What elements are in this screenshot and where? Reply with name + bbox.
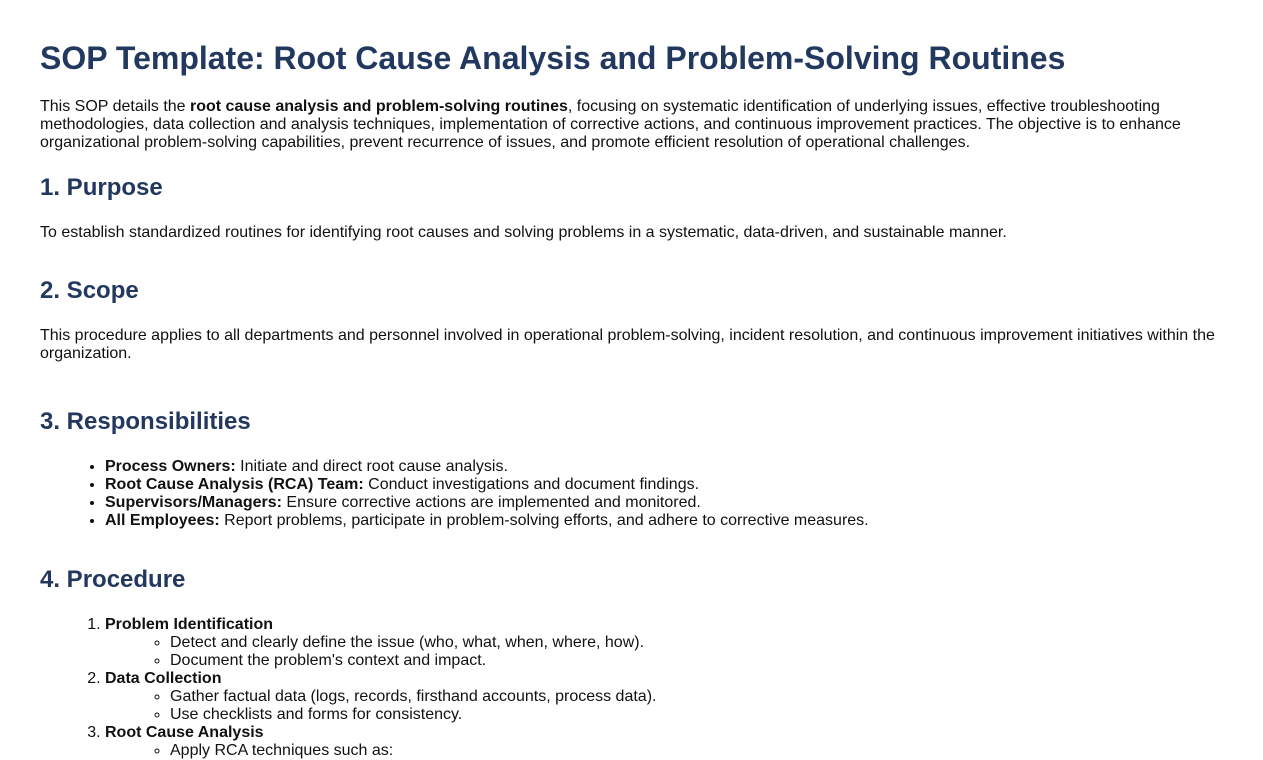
procedure-substep: ◦ Gather factual data (logs, records, firsthand accounts, process data). — [170, 688, 1223, 706]
page-title: SOP Template: Root Cause Analysis and Problem-Solving Routines — [40, 40, 1066, 76]
purpose-text: To establish standardized routines for identifying root causes and solving problems in a systematic, data-driven, and sustainable manner. — [40, 224, 1007, 241]
responsibilities-heading: 3. Responsibilities — [40, 408, 251, 435]
intro-text-end: , focusing on systematic identification of underlying issues, effective troubleshooting methodologies, data collection and analysis techniques, implementation of corrective actions, and continuous improvement practices. The objective is to enhance organizational problem-solving capabilities, prevent recurrence of issues, and promote efficient resolution of operational challenges. — [40, 98, 1181, 151]
procedure-step-title: Data Collection — [105, 670, 222, 687]
responsibility-item — [105, 512, 1223, 530]
responsibility-desc: Conduct investigations and document findings. — [363, 476, 700, 493]
responsibility-role: All Employees: — [105, 512, 220, 529]
responsibilities-list — [40, 458, 1223, 530]
responsibility-role: Process Owners: — [105, 458, 236, 475]
procedure-substep: ◦ Apply RCA techniques such as: — [170, 742, 1223, 760]
intro-paragraph — [40, 98, 1223, 152]
responsibility-role: Root Cause Analysis (RCA) Team: — [105, 476, 364, 493]
procedure-substep: ◦ Use checklists and forms for consistency. — [170, 706, 1223, 724]
scope-text: This procedure applies to all departments and personnel involved in operational problem-solving, incident resolution, and continuous improvement initiatives within the organization. — [40, 327, 1215, 362]
intro-bold-text: root cause analysis and problem-solving routines — [190, 98, 568, 115]
procedure-substep: ◦ Detect and clearly define the issue (who, what, when, where, how). — [170, 634, 1223, 652]
responsibility-item — [105, 476, 1223, 494]
procedure-substeps — [105, 634, 1223, 670]
procedure-step-title: Root Cause Analysis — [105, 724, 264, 741]
responsibility-item — [105, 458, 1223, 476]
procedure-substep: ◦ Document the problem's context and impact. — [170, 652, 1223, 670]
responsibility-item — [105, 494, 1223, 512]
procedure-substeps — [105, 688, 1223, 724]
procedure-step — [105, 616, 1223, 670]
procedure-substeps — [105, 742, 1223, 760]
responsibility-desc: Report problems, participate in problem-solving efforts, and adhere to corrective measures. — [219, 512, 869, 529]
purpose-heading: 1. Purpose — [40, 174, 163, 201]
responsibility-desc: Initiate and direct root cause analysis. — [235, 458, 508, 475]
scope-heading: 2. Scope — [40, 277, 139, 304]
procedure-step — [105, 670, 1223, 724]
procedure-step-title: Problem Identification — [105, 616, 274, 633]
responsibility-role: Supervisors/Managers: — [105, 494, 282, 511]
responsibility-desc: Ensure corrective actions are implemented and monitored. — [281, 494, 701, 511]
procedure-step — [105, 724, 1223, 760]
procedure-heading: 4. Procedure — [40, 566, 186, 593]
intro-text-start: This SOP details the — [40, 98, 190, 115]
procedure-steps-list — [40, 616, 1223, 760]
